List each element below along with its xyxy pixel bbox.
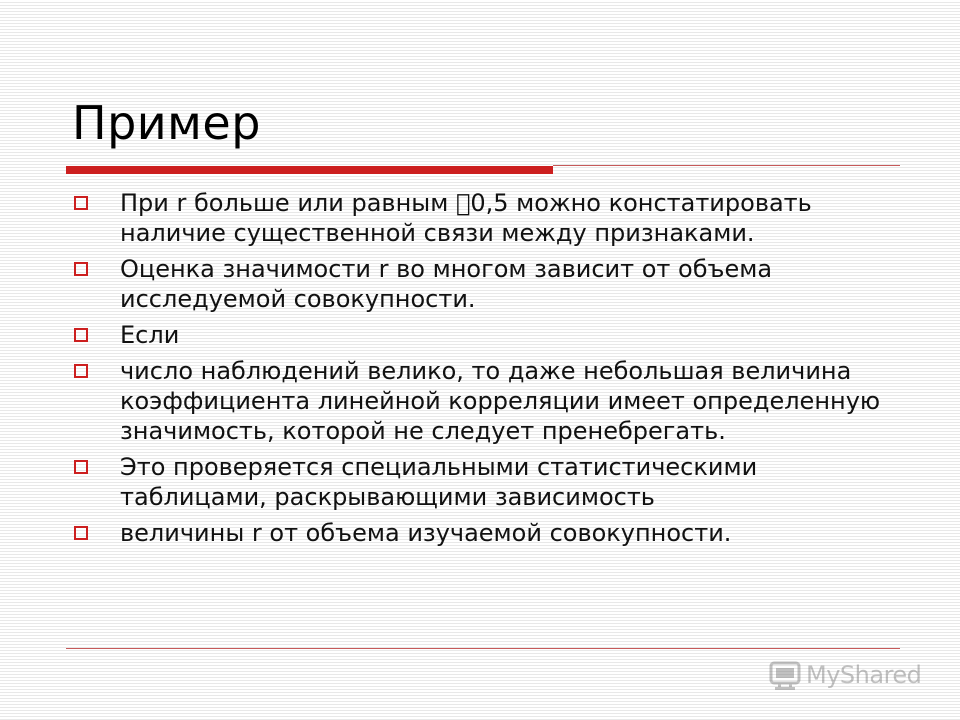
title-underline-bar — [66, 166, 553, 174]
title-divider-line — [553, 165, 900, 166]
bullet-text: число наблюдений велико, то даже небольшая величина коэффициента линейной корреляции имеет определенную значимость, которой не следует пренебрегать. — [120, 357, 881, 445]
square-bullet-icon — [74, 526, 88, 540]
bullet-text: Это проверяется специальными статистическими таблицами, раскрывающими зависимость — [120, 453, 758, 511]
footer-divider-line — [66, 648, 900, 649]
list-item — [72, 518, 892, 548]
mortarboard-icon — [768, 659, 802, 691]
bullet-text: При r больше или равным 0,5 можно констатировать наличие существенной связи между признаками. — [120, 189, 798, 247]
square-bullet-icon — [74, 460, 88, 474]
list-item — [72, 254, 892, 314]
bullet-list — [72, 188, 892, 554]
list-item — [72, 356, 892, 446]
list-item — [72, 452, 892, 512]
square-bullet-icon — [74, 196, 88, 210]
bullet-text: Оценка значимости r во многом зависит от объема исследуемой совокупности. — [120, 255, 773, 313]
list-item — [72, 320, 892, 350]
square-bullet-icon — [74, 262, 88, 276]
bullet-text: величины r от объема изучаемой совокупности. — [120, 519, 732, 547]
watermark-text: MyShared — [806, 661, 922, 689]
square-bullet-icon — [74, 328, 88, 342]
slide-title: Пример — [72, 96, 261, 150]
bullet-text: Если — [120, 321, 180, 349]
square-bullet-icon — [74, 364, 88, 378]
watermark-logo — [768, 658, 921, 692]
list-item — [72, 188, 892, 248]
